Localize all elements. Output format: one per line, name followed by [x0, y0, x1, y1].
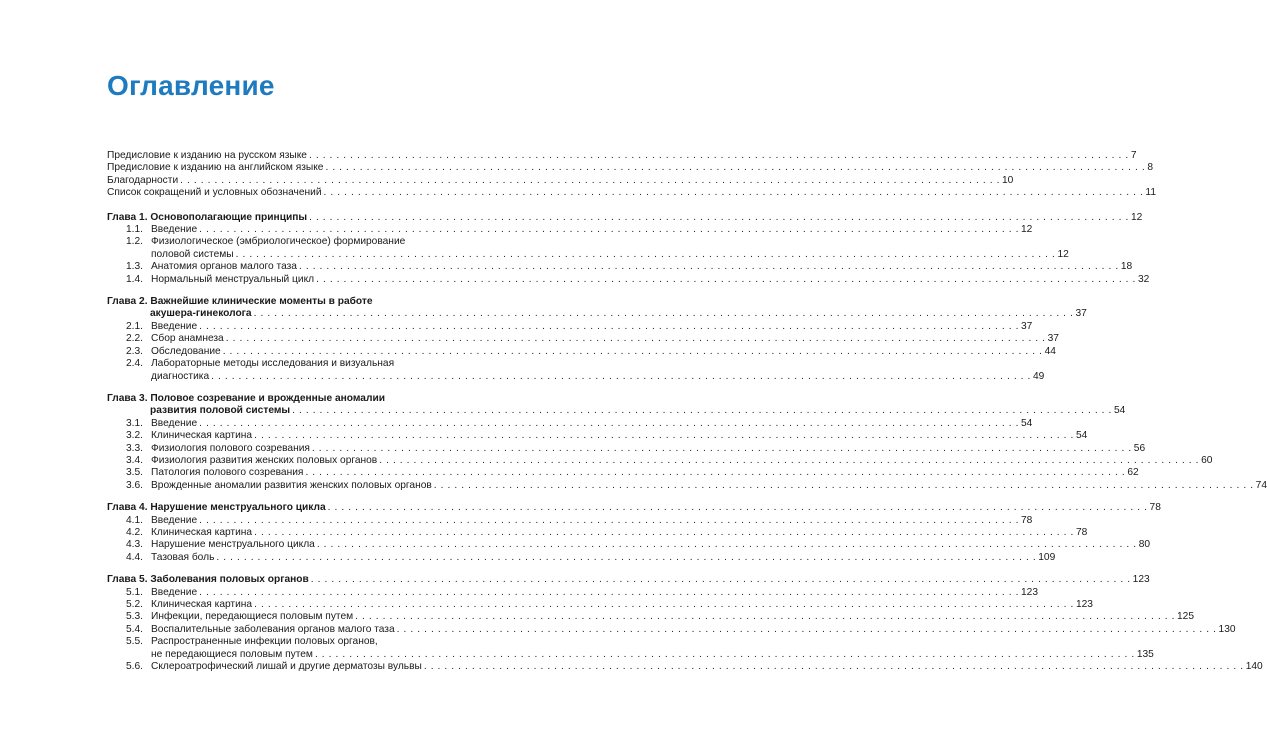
chapter-page: 123 — [1132, 574, 1150, 586]
section-entry[interactable] — [107, 273, 1150, 286]
dot-leader — [299, 261, 1119, 273]
section-entry[interactable] — [107, 586, 1039, 599]
dot-leader — [223, 346, 1043, 358]
section-title: Патология полового созревания — [151, 467, 304, 479]
section-title: Инфекции, передающиеся половым путем — [151, 611, 354, 623]
section-number: 2.4. — [126, 358, 143, 370]
section-number: 2.2. — [126, 333, 143, 345]
section-title: диагностика — [151, 370, 210, 382]
section-title: Нормальный менструальный цикл — [151, 273, 315, 285]
front-entry-page: 11 — [1145, 187, 1156, 199]
dot-leader — [254, 599, 1074, 611]
section-entry[interactable] — [107, 661, 1263, 673]
front-matter — [107, 150, 1156, 200]
dot-leader — [254, 527, 1074, 539]
toc-entry-line — [151, 611, 1194, 623]
front-entry-title: Предисловие к изданию на английском языке — [107, 162, 324, 174]
section-number: 3.4. — [126, 454, 143, 466]
section-title: Нарушение менструального цикла — [151, 539, 315, 551]
section-number: 5.4. — [126, 623, 143, 635]
dot-leader — [311, 574, 1131, 586]
section-title: Обследование — [151, 345, 221, 357]
toc-entry-line — [151, 430, 1087, 442]
section-page: 56 — [1133, 442, 1146, 454]
dot-leader — [317, 539, 1137, 551]
section-number: 5.3. — [126, 611, 143, 623]
section-page: 37 — [1047, 333, 1059, 345]
dot-leader — [379, 455, 1199, 467]
section-title: Распространенные инфекции половых органов, — [151, 636, 378, 648]
section-body — [151, 321, 1032, 333]
section-entry[interactable] — [107, 417, 1033, 430]
chapter-heading[interactable] — [107, 211, 1143, 224]
section-number: 5.5. — [126, 636, 143, 648]
chapter-heading[interactable] — [107, 308, 1087, 320]
front-entry-title: Предисловие к изданию на русском языке — [107, 150, 307, 161]
dot-leader — [424, 661, 1244, 673]
section-entry[interactable] — [107, 236, 1069, 261]
chapter-title: Глава 1. Основополагающие принципы — [107, 211, 308, 223]
section-title: Анатомия органов малого таза — [151, 261, 297, 273]
chapter-page: 78 — [1149, 502, 1161, 514]
section-title: Воспалительные заболевания органов малого таза — [151, 623, 395, 635]
toc-entry-line — [151, 418, 1032, 430]
chapter-title: Глава 2. Важнейшие клинические моменты в работе — [107, 296, 373, 308]
section-title: Введение — [151, 514, 198, 526]
section-body — [151, 552, 1055, 564]
section-entry[interactable] — [107, 333, 1059, 345]
dot-leader — [199, 587, 1019, 599]
toc-entry-line — [151, 587, 1038, 599]
dot-leader — [355, 611, 1175, 623]
section-title: Сбор анамнеза — [151, 333, 224, 345]
section-page: 32 — [1137, 273, 1150, 285]
section-title: Клиническая картина — [151, 526, 253, 538]
toc-entry-line — [151, 649, 1154, 661]
chapter-title: развития половой системы — [150, 405, 291, 417]
dot-leader — [434, 480, 1254, 492]
chapter-heading[interactable] — [107, 502, 1161, 514]
section-entry[interactable] — [107, 623, 1236, 636]
section-number: 5.1. — [126, 586, 143, 598]
table-of-contents — [107, 150, 1267, 673]
section-body — [151, 636, 1154, 661]
section-page: 123 — [1075, 599, 1093, 610]
section-body — [151, 480, 1267, 492]
section-entry[interactable] — [107, 454, 1213, 467]
section-entry[interactable] — [107, 526, 1088, 539]
section-title: Физиология полового созревания — [151, 442, 310, 454]
section-title: Лабораторные методы исследования и визуальная — [151, 358, 395, 370]
section-page: 18 — [1120, 261, 1133, 273]
chapter-heading[interactable] — [107, 405, 1126, 417]
section-entry[interactable] — [107, 467, 1139, 479]
section-entry[interactable] — [107, 479, 1267, 492]
front-entry-title: Список сокращений и условных обозначений — [107, 187, 322, 199]
section-title: Тазовая боль — [151, 551, 215, 563]
dot-leader — [312, 443, 1132, 455]
section-entry[interactable] — [107, 636, 1154, 661]
page-title: Оглавление — [107, 70, 275, 101]
dot-leader — [236, 249, 1056, 261]
dot-leader — [199, 515, 1019, 527]
section-entry[interactable] — [107, 320, 1033, 333]
section-page: 130 — [1218, 623, 1236, 635]
section-page: 80 — [1138, 539, 1151, 551]
dot-leader — [292, 405, 1112, 417]
toc-entry-line — [151, 661, 1263, 673]
section-title: Физиологическое (эмбриологическое) формирование — [151, 236, 406, 248]
dot-leader — [199, 224, 1019, 236]
section-body — [151, 346, 1056, 358]
chapter-block — [107, 296, 1087, 383]
section-number: 3.3. — [126, 442, 143, 454]
dot-leader — [397, 624, 1217, 636]
toc-entry-line — [151, 552, 1055, 564]
dot-leader — [199, 321, 1019, 333]
dot-leader — [316, 274, 1136, 286]
section-entry[interactable] — [107, 358, 1045, 383]
front-entry[interactable] — [107, 150, 1137, 162]
chapter-block — [107, 574, 1263, 673]
section-title: не передающиеся половым путем — [151, 648, 313, 660]
section-page: 140 — [1245, 661, 1263, 673]
section-body — [151, 333, 1059, 345]
front-entry-page: 10 — [1002, 174, 1014, 186]
section-number: 4.2. — [126, 526, 143, 538]
section-number: 1.4. — [126, 273, 143, 285]
section-number: 3.2. — [126, 430, 143, 442]
section-body — [151, 443, 1145, 455]
section-entry[interactable] — [107, 611, 1195, 623]
section-entry[interactable] — [107, 599, 1093, 611]
section-number: 2.3. — [126, 345, 143, 357]
section-entry[interactable] — [107, 442, 1146, 455]
section-page: 135 — [1136, 648, 1154, 660]
chapter-title: Глава 3. Половое созревание и врожденные аномалии — [107, 392, 385, 404]
section-page: 12 — [1057, 248, 1069, 260]
section-title: Склероатрофический лишай и другие дерматозы вульвы — [151, 661, 422, 673]
toc-entry-line — [151, 261, 1132, 273]
chapter-page: 37 — [1075, 308, 1087, 320]
section-number: 4.1. — [126, 514, 143, 526]
section-body — [151, 274, 1149, 286]
section-number: 2.1. — [126, 320, 143, 332]
section-page: 12 — [1021, 224, 1033, 236]
section-entry[interactable] — [107, 224, 1033, 236]
dot-leader — [315, 649, 1135, 661]
section-title: Введение — [151, 320, 198, 332]
section-number: 5.6. — [126, 661, 143, 673]
toc-entry-line — [151, 224, 1032, 236]
section-body — [151, 261, 1132, 273]
section-body — [151, 467, 1139, 479]
toc-entry-line — [151, 274, 1149, 286]
section-page: 123 — [1021, 586, 1039, 598]
dot-leader — [254, 430, 1074, 442]
section-body — [151, 515, 1032, 527]
toc-entry-line — [151, 480, 1267, 492]
section-title: Введение — [151, 224, 198, 236]
toc-entry-line — [151, 624, 1236, 636]
section-body — [151, 430, 1087, 442]
toc-entry-line — [151, 539, 1150, 551]
section-page: 37 — [1021, 320, 1033, 332]
section-entry[interactable] — [107, 539, 1151, 551]
section-body — [151, 661, 1263, 673]
dot-leader — [216, 552, 1036, 564]
section-title: Клиническая картина — [151, 430, 253, 442]
toc-entry-line — [151, 346, 1056, 358]
section-body — [151, 418, 1032, 430]
section-page: 125 — [1177, 611, 1195, 623]
section-page: 54 — [1075, 430, 1088, 442]
front-entry[interactable] — [107, 174, 1014, 187]
dot-leader — [199, 418, 1019, 430]
toc-entry-line — [151, 443, 1145, 455]
front-entry-title: Благодарности — [107, 174, 179, 186]
toc-entry-line — [151, 249, 1069, 261]
dot-leader — [324, 187, 1144, 199]
dot-leader — [328, 502, 1148, 514]
section-title: половой системы — [151, 248, 234, 260]
section-title: Врожденные аномалии развития женских половых органов — [151, 479, 432, 491]
section-number: 4.4. — [126, 551, 143, 563]
toc-entry-line — [151, 515, 1032, 527]
section-page: 44 — [1044, 345, 1056, 357]
chapter-page: 12 — [1130, 211, 1143, 223]
section-body — [151, 455, 1212, 467]
section-page: 62 — [1127, 467, 1139, 479]
section-title: Введение — [151, 417, 198, 429]
dot-leader — [226, 333, 1046, 345]
section-number: 5.2. — [126, 599, 143, 610]
section-number: 1.3. — [126, 261, 143, 273]
section-body — [151, 624, 1236, 636]
toc-entry-line — [151, 333, 1059, 345]
section-body — [151, 587, 1038, 599]
chapter-title: Глава 4. Нарушение менструального цикла — [107, 502, 326, 514]
section-entry[interactable] — [107, 551, 1056, 564]
toc-entry-line — [151, 455, 1212, 467]
section-body — [151, 236, 1069, 261]
section-body — [151, 539, 1150, 551]
section-body — [151, 611, 1194, 623]
toc-entry-line — [151, 371, 1044, 383]
toc-entry-line — [151, 467, 1139, 479]
chapter-block — [107, 502, 1161, 564]
section-body — [151, 358, 1044, 383]
chapter-heading[interactable] — [107, 574, 1150, 586]
front-entry[interactable] — [107, 162, 1153, 174]
section-body — [151, 599, 1093, 611]
dot-leader — [309, 212, 1129, 224]
section-number: 1.1. — [126, 224, 143, 236]
section-body — [151, 224, 1032, 236]
section-page: 49 — [1032, 370, 1045, 382]
chapter-title: акушера-гинеколога — [150, 308, 252, 320]
section-title: Физиология развития женских половых органов — [151, 454, 378, 466]
section-entry[interactable] — [107, 514, 1033, 527]
dot-leader — [211, 371, 1031, 383]
section-body — [151, 527, 1087, 539]
section-number: 3.1. — [126, 417, 143, 429]
dot-leader — [254, 308, 1074, 320]
dot-leader — [305, 467, 1125, 479]
dot-leader — [309, 150, 1129, 162]
front-entry-page: 7 — [1130, 150, 1137, 161]
section-number: 3.5. — [126, 467, 143, 479]
section-page: 74 — [1255, 479, 1267, 491]
section-page: 78 — [1075, 526, 1088, 538]
section-page: 78 — [1021, 514, 1033, 526]
section-title: Клиническая картина — [151, 599, 253, 610]
toc-entry-line — [151, 321, 1032, 333]
chapter-page: 54 — [1113, 405, 1126, 417]
chapter-block — [107, 211, 1150, 286]
section-entry[interactable] — [107, 261, 1133, 273]
chapter-title: Глава 5. Заболевания половых органов — [107, 574, 309, 586]
section-page: 54 — [1021, 417, 1033, 429]
section-page: 109 — [1038, 551, 1056, 563]
front-entry-page: 8 — [1147, 162, 1153, 174]
toc-entry-line — [151, 599, 1093, 611]
section-entry[interactable] — [107, 345, 1056, 358]
toc-entry-line — [151, 527, 1087, 539]
section-title: Введение — [151, 586, 198, 598]
dot-leader — [180, 175, 1000, 187]
section-number: 4.3. — [126, 539, 143, 551]
chapter-block — [107, 392, 1267, 492]
section-number: 1.2. — [126, 236, 143, 248]
section-number: 3.6. — [126, 479, 143, 491]
front-entry[interactable] — [107, 187, 1156, 199]
section-entry[interactable] — [107, 430, 1088, 442]
section-page: 60 — [1201, 454, 1213, 466]
dot-leader — [325, 162, 1145, 174]
